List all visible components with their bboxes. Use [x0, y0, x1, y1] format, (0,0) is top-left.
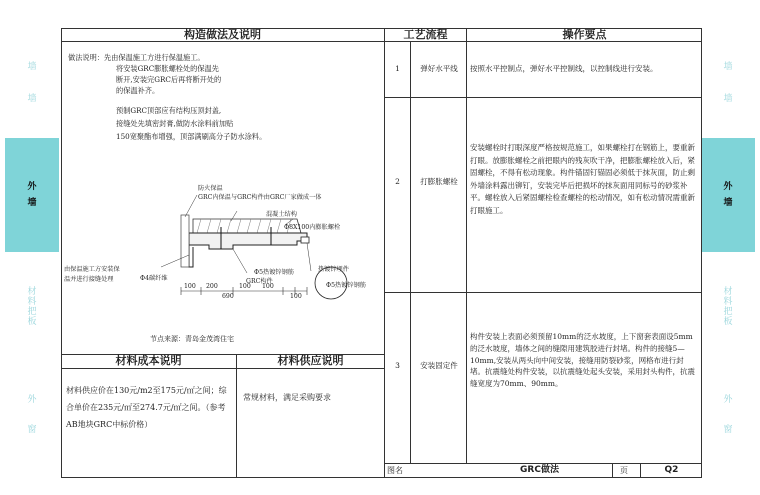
label-install-note-1: 由保温施工方安装保	[64, 266, 120, 273]
row-rule-2	[385, 292, 702, 293]
notes-line: 将安装GRC膨胀螺栓处的保温先	[116, 64, 219, 73]
embed-part	[301, 237, 309, 243]
side-char: 材	[723, 287, 733, 297]
right-side-band	[701, 28, 755, 468]
side-char: 外	[723, 395, 733, 405]
right-side-top	[701, 28, 755, 138]
side-char: 材	[27, 287, 37, 297]
side-char: 板	[27, 317, 37, 327]
side-char: 窗	[27, 425, 37, 435]
notes-line: 断开,安装完GRC后再将断开处的	[116, 75, 222, 84]
side-char: 外	[27, 395, 37, 405]
cost-text: 材料供应价在130元/m2至175元/㎡之间；综合单价在235元/㎡至274.7元/㎡之间。（参考AB地块GRC中标价格）	[66, 386, 227, 429]
drawing-source: 节点来源：青岛金茂湾住宅	[150, 335, 234, 343]
step-description: 构件安装上表面必须预留10mm的泛水坡度，上下窗套表面设5mm的泛水坡度，墙体之间的缝隙用建筑胶进行封堵。构件的接缝5—10mm,安装从两头向中间安装，接缝用防裂砂浆，网格布进行封堵。抗震缝处构件安装，以抗震缝处起头安装，采用封头构件，抗震缝宽度为70mm、90mm。	[470, 332, 695, 389]
label-anchor-bolt: Φ8X100内膨胀螺栓	[284, 224, 341, 231]
side-char: 外	[723, 182, 733, 192]
column-divider-main	[384, 28, 385, 478]
notes-line: 150宽聚酯布增强，顶部满刷高分子防水涂料。	[116, 132, 267, 141]
step-name: 安装固定件	[420, 361, 458, 370]
label-install-note-2: 温并进行接缝处理	[64, 276, 114, 283]
grc-drip-edge	[189, 245, 193, 267]
dim-label: 200	[206, 283, 218, 290]
right-side-mid	[701, 138, 755, 252]
side-char: 墙	[723, 94, 733, 104]
insulation-layer	[181, 215, 189, 267]
label-grc-note: GRC内保温与GRC构件由GRC厂家做成一体	[198, 194, 322, 201]
grc-coping-shape	[189, 233, 307, 249]
step-number: 2	[395, 177, 400, 186]
supply-text: 常规材料，满足采购要求	[243, 393, 331, 402]
column-divider-process	[466, 28, 467, 463]
label-grc-part: GRC构件	[246, 278, 273, 285]
right-side-bottom	[701, 362, 755, 468]
label-hot-dip: Φ5热镀锌钢筋	[254, 269, 294, 276]
notes-line: 做法说明：先由保温施工方进行保温施工。	[68, 53, 205, 62]
dim-label: 690	[222, 293, 234, 300]
side-char: 板	[723, 317, 733, 327]
side-char: 墙	[27, 94, 37, 104]
step-number: 3	[395, 361, 400, 370]
side-char: 墙	[27, 62, 37, 72]
cost-header-rule	[61, 368, 384, 369]
step-number: 1	[395, 64, 400, 73]
step-name: 打膨胀螺栓	[420, 177, 458, 186]
dim-label: 100	[262, 283, 274, 290]
side-char: 料	[723, 297, 733, 307]
notes-line: 的保温补齐。	[116, 86, 160, 95]
label-insulation: 防火保温	[198, 185, 223, 192]
side-char: 墙	[723, 62, 733, 72]
dim-label: 100	[290, 293, 302, 300]
notes-line: 接缝处先填密封膏,做防水涂料前加贴	[116, 119, 234, 128]
row-rule-1	[385, 97, 702, 98]
dim-label: 100	[239, 283, 251, 290]
label-fiberglass: Φ4碳纤维	[140, 275, 168, 282]
left-side-low	[5, 252, 59, 362]
side-char: 窗	[723, 425, 733, 435]
side-char: 墙	[723, 198, 733, 208]
step-description: 按照水平控制点，弹好水平控制线，以控制线进行安装。	[470, 64, 658, 73]
label-embed-2: Φ5热镀锌钢筋	[326, 282, 366, 289]
notes-line: 预制GRC顶部应有结构压顶封盖,	[116, 106, 222, 115]
footer-title: GRC做法	[520, 465, 559, 475]
side-char: 料	[27, 297, 37, 307]
footer-page-number: Q2	[664, 465, 679, 475]
left-side-mid	[5, 138, 59, 252]
footer-page-label: 页	[620, 466, 628, 475]
cost-header: 材料成本说明	[115, 354, 182, 367]
key-points-header: 操作要点	[562, 28, 607, 41]
label-concrete: 混凝土结构	[266, 211, 297, 218]
supply-header: 材料供应说明	[277, 354, 344, 367]
side-char: 把	[723, 307, 733, 317]
dim-label: 100	[184, 283, 196, 290]
cost-divider	[236, 354, 237, 478]
column-divider-no	[410, 41, 411, 463]
step-name: 弹好水平线	[420, 64, 458, 73]
left-side-bottom	[5, 362, 59, 468]
side-char: 把	[27, 307, 37, 317]
right-side-low	[701, 252, 755, 362]
side-char: 外	[27, 182, 37, 192]
side-char: 墙	[27, 198, 37, 208]
left-side-top	[5, 28, 59, 138]
label-embed-1: 热镀锌埋件	[318, 266, 349, 273]
footer-label: 图名	[387, 466, 403, 475]
step-description: 安装螺栓时打眼深度严格按规范施工，如果螺栓打在钢筋上，要重新打眼。放膨胀螺栓之前把眼内的残灰吹干净，把膨胀螺栓放入后，紧固螺栓，不得有松动现象。构件锚固钉锚固必须低于抹灰面，防止剩外墙涂料露出铆钉，安装完毕后把损坏的抹灰面用同标号的砂浆补平。螺栓放入后紧固螺栓检查螺栓的松动情况，如有松动情况需重新打眼施工。	[470, 143, 695, 215]
left-side-band	[5, 28, 59, 468]
construction-header: 构造做法及说明	[184, 28, 261, 41]
footer-divider-1	[612, 463, 613, 478]
process-header: 工艺流程	[403, 28, 448, 41]
header-rule	[61, 41, 702, 42]
